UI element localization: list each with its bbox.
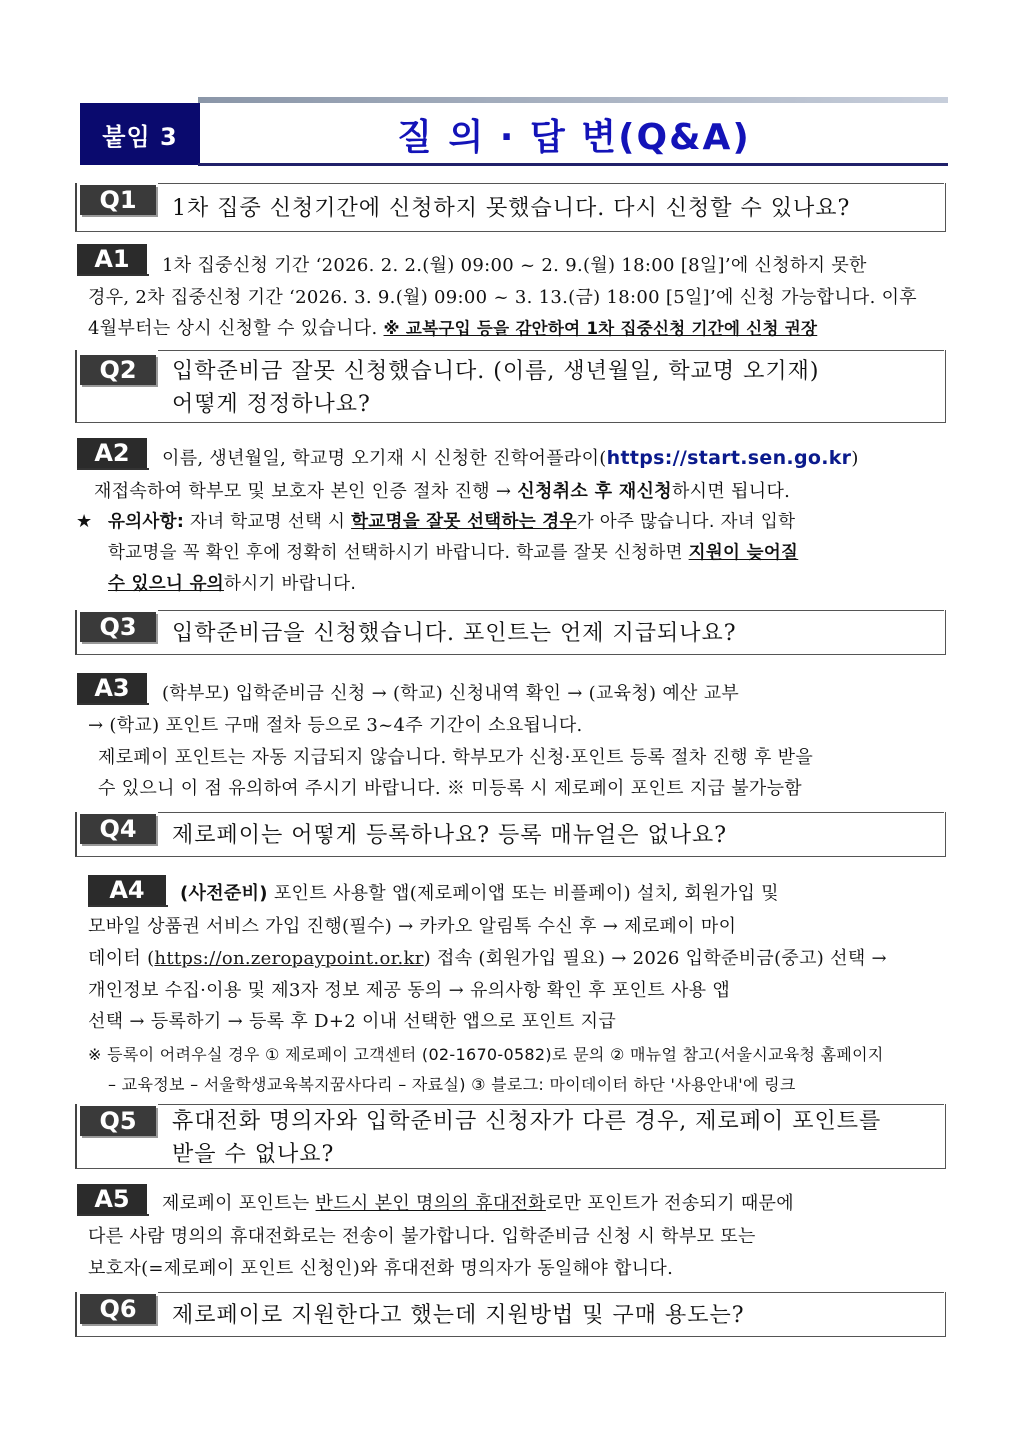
a5-label: A5 [77,1184,147,1214]
a4-prep-label: (사전준비) [180,883,268,904]
a3-line-1: (학부모) 입학준비금 신청 → (학교) 신청내역 확인 → (교육청) 예산 교부 [162,683,740,704]
a4-line-4: 개인정보 수집·이용 및 제3자 정보 제공 동의 → 유의사항 확인 후 포인트 사용 앱 [88,980,731,1001]
a1-line-3-text: 4월부터는 상시 신청할 수 있습니다. [88,318,378,339]
q2-label: Q2 [80,355,156,385]
q2-question-1: 입학준비금 잘못 신청했습니다. (이름, 생년월일, 학교명 오기재) [172,359,820,384]
a4-url-link[interactable]: https://on.zeropaypoint.or.kr [154,948,424,969]
a2-url-link[interactable]: https://start.sen.go.kr [606,447,852,469]
a4-line-3-b: ) 접속 (회원가입 필요) → 2026 입학준비금(중고) 선택 → [423,948,887,969]
a1-line-1: 1차 집중신청 기간 ‘2026. 2. 2.(월) 09:00 ~ 2. 9.(월) 18:00 [8일]’에 신청하지 못한 [162,255,867,276]
a3-label-rule [77,703,149,705]
a2-line-2-c: 하시면 됩니다. [671,481,791,502]
a5-line-2: 다른 사람 명의의 휴대전화로는 전송이 불가합니다. 입학준비금 신청 시 학부모 또는 [88,1226,756,1247]
a2-label-rule [77,468,149,470]
page-title: 질 의 · 답 변(Q&A) [397,116,751,158]
a1-line-3 [88,313,952,344]
a3-label: A3 [77,673,147,703]
a3-line-3: 제로페이 포인트는 자동 지급되지 않습니다. 학부모가 신청·포인트 등록 절차 진행 후 받을 [98,747,814,768]
a4-line-1-text: 포인트 사용할 앱(제로페이앱 또는 비플페이) 설치, 회원가입 및 [267,883,779,904]
a2-label: A2 [77,438,147,468]
q2-question-2: 어떻게 정정하나요? [172,392,371,417]
a2-line-2 [94,476,954,507]
a5-line-3: 보호자(=제로페이 포인트 신청인)와 휴대전화 명의자가 동일해야 합니다. [88,1258,674,1279]
a5-label-rule [77,1214,149,1216]
a4-line-1 [180,878,952,909]
a4-label-rule [88,905,168,907]
a4-line-5: 선택 → 등록하기 → 등록 후 D+2 이내 선택한 앱으로 포인트 지급 [88,1011,617,1032]
q4-question: 제로페이는 어떻게 등록하나요? 등록 매뉴얼은 없나요? [172,823,728,848]
q4-label: Q4 [80,814,156,844]
a5-line-1-c: 로만 포인트가 전송되기 때문에 [545,1193,794,1214]
a5-own-phone-emphasis: 반드시 본인 명의의 휴대전화 [315,1193,546,1214]
q1-label: Q1 [80,185,156,215]
q6-label: Q6 [80,1294,156,1324]
a4-note-2: – 교육정보 – 서울학생교육복지꿈사다리 – 자료실) ③ 블로그: 마이데이터 하단 '사용안내'에 링크 [108,1075,796,1094]
q1-question: 1차 집중 신청기간에 신청하지 못했습니다. 다시 신청할 수 있나요? [172,196,851,221]
a2-note-line-2 [108,538,954,569]
a4-line-3 [88,943,952,974]
a2-note-a: 자녀 학교명 선택 시 [184,512,352,532]
q5-question-2: 받을 수 없나요? [172,1142,335,1167]
a2-note-c: 가 아주 많습니다. 자녀 입학 [576,512,796,532]
a1-recommend-note: ※ 교복구입 등을 감안하여 1차 집중신청 기간에 신청 권장 [383,319,818,338]
a1-line-2: 경우, 2차 집중신청 기간 ‘2026. 3. 9.(월) 09:00 ~ 3. 13.(금) 18:00 [5일]’에 신청 가능합니다. 이후 [88,287,917,308]
a4-line-2: 모바일 상품권 서비스 가입 진행(필수) → 카카오 알림톡 수신 후 → 제로페이 마이 [88,916,737,937]
q5-label: Q5 [80,1106,156,1136]
a2-note-g: 하시기 바랍니다. [224,574,357,594]
a2-line-1 [162,443,952,474]
q3-label: Q3 [80,612,156,642]
header-bottom-rule [198,163,948,166]
a2-note-d: 학교명을 꼭 확인 후에 정확히 선택하시기 바랍니다. 학교를 잘못 신청하면 [108,543,689,563]
a2-note-label: 유의사항: [108,512,185,532]
q5-question-1: 휴대전화 명의자와 입학준비금 신청자가 다른 경우, 제로페이 포인트를 [172,1109,882,1134]
a5-line-1 [162,1188,952,1219]
a2-line-1-end: ) [851,448,859,469]
q3-question: 입학준비금을 신청했습니다. 포인트는 언제 지급되나요? [172,621,737,646]
a3-line-2: → (학교) 포인트 구매 절차 등으로 3~4주 기간이 소요됩니다. [88,715,583,736]
a4-note-1: ※ 등록이 어려우실 경우 ① 제로페이 고객센터 (02-1670-0582)로 문의 ② 매뉴얼 참고(서울시교육청 홈페이지 [88,1045,884,1064]
a4-label: A4 [88,875,166,905]
a2-note-f: 수 있으니 유의 [108,574,225,594]
a2-line-1-text: 이름, 생년월일, 학교명 오기재 시 신청한 진학어플라이( [162,448,607,469]
star-icon: ★ [76,511,93,532]
a5-line-1-a: 제로페이 포인트는 [162,1193,316,1214]
a2-note-line-3 [108,569,954,600]
a2-note-line-1 [108,507,954,538]
a2-note-b: 학교명을 잘못 선택하는 경우 [351,512,577,532]
a4-line-3-a: 데이터 ( [88,948,155,969]
a2-line-2-a: 재접속하여 학부모 및 보호자 본인 인증 절차 진행 → [94,481,518,502]
a2-note-e: 지원이 늦어질 [688,543,799,563]
a1-label-rule [77,274,149,276]
a2-reapply-emphasis: 신청취소 후 재신청 [517,481,672,502]
attachment-tag: 붙임 3 [80,103,200,165]
q6-question: 제로페이로 지원한다고 했는데 지원방법 및 구매 용도는? [172,1303,745,1328]
a1-label: A1 [77,244,147,274]
a3-line-4: 수 있으니 이 점 유의하여 주시기 바랍니다. ※ 미등록 시 제로페이 포인트 지급 불가능함 [98,778,802,799]
